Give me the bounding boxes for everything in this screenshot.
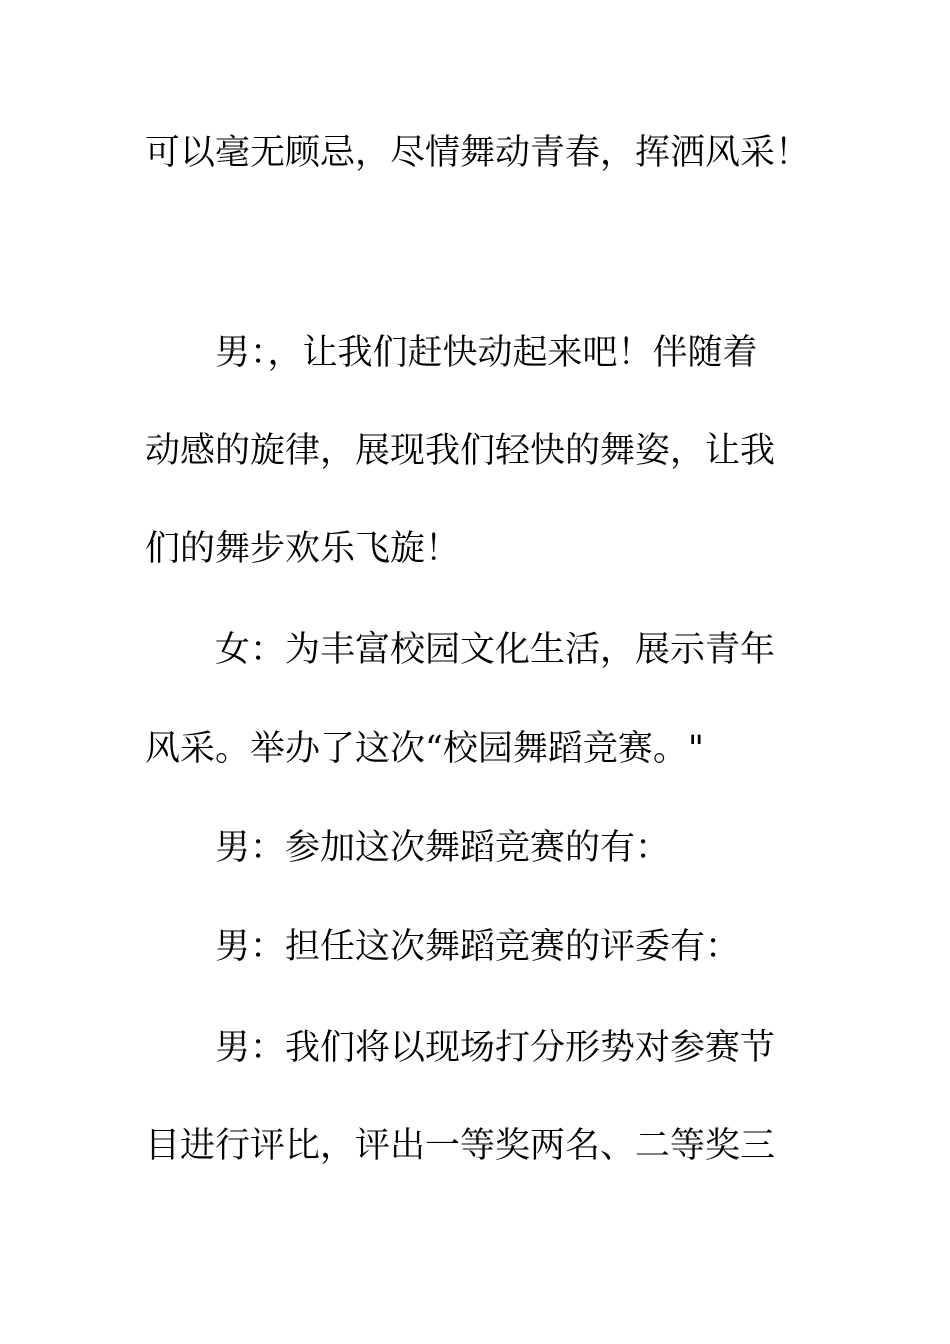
text-line-3: 动感的旋律，展现我们轻快的舞姿，让我 (145, 431, 776, 471)
text-line-5: 女：为丰富校园文化生活，展示青年 (215, 630, 776, 670)
text-line-6: 风采。举办了这次“校园舞蹈竞赛。" (145, 729, 704, 769)
text-line-8: 男：担任这次舞蹈竞赛的评委有： (215, 927, 741, 967)
text-line-2: 男：，让我们赶快动起来吧！伴随着 (215, 333, 758, 373)
text-line-1: 可以毫无顾忌，尽情舞动青春，挥洒风采！ (145, 133, 811, 173)
text-line-10: 目进行评比，评出一等奖两名、二等奖三 (145, 1126, 776, 1166)
text-line-4: 们的舞步欢乐飞旋！ (145, 529, 461, 569)
text-line-9: 男：我们将以现场打分形势对参赛节 (215, 1028, 776, 1068)
text-line-7: 男：参加这次舞蹈竞赛的有： (215, 828, 671, 868)
